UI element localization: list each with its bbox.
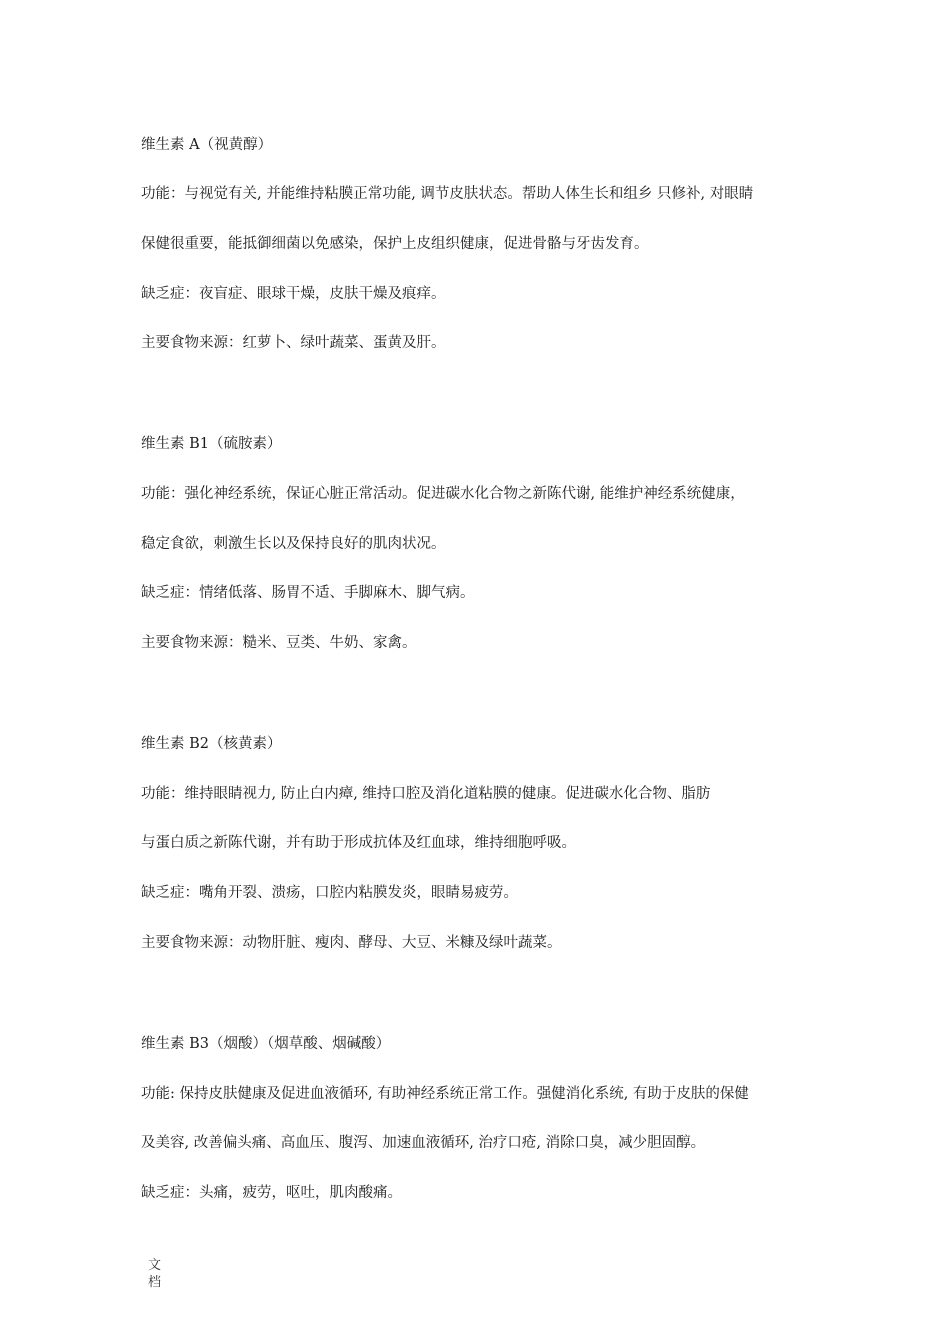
deficiency-line: 缺乏症：情绪低落、肠胃不适、手脚麻木、脚气病。 [141,585,475,601]
function-line: 功能：强化神经系统，保证心脏正常活动。促进碳水化合物之新陈代谢, 能维护神经系统健康， [141,486,745,502]
deficiency-line: 缺乏症：夜盲症、眼球干燥，皮肤干燥及痕痒。 [141,286,446,302]
section-title-vitamin-b1: 维生素 B1（硫胺素） [141,436,282,452]
function-line: 功能：维持眼睛视力, 防止白内瘴, 维持口腔及消化道粘膜的健康。促进碳水化合物、脂肪 [141,786,711,802]
section-title-vitamin-a: 维生素 A（视黄醇） [141,137,273,153]
section-title-vitamin-b2: 维生素 B2（核黄素） [141,736,282,752]
function-line: 保健很重要，能抵御细菌以免感染，保护上皮组织健康，促进骨骼与牙齿发育。 [141,236,649,252]
deficiency-line: 缺乏症：头痛，疲劳，呕吐，肌肉酸痛。 [141,1185,402,1201]
food-sources-line: 主要食物来源：糙米、豆类、牛奶、家禽。 [141,635,417,651]
section-title-vitamin-b3: 维生素 B3（烟酸）（烟草酸、烟碱酸） [141,1036,391,1052]
food-sources-line: 主要食物来源：红萝卜、绿叶蔬菜、蛋黄及肝。 [141,335,446,351]
footer-mark-char: 档 [148,1275,162,1290]
function-line: 稳定食欲，刺激生长以及保持良好的肌肉状况。 [141,536,446,552]
function-line: 与蛋白质之新陈代谢，并有助于形成抗体及红血球，维持细胞呼吸。 [141,835,576,851]
footer-document-mark [148,1257,164,1291]
function-line: 功能: 保持皮肤健康及促进血液循环, 有助神经系统正常工作。强健消化系统, 有助于皮肤的保健 [141,1086,749,1102]
function-line: 及美容, 改善偏头痛、高血压、腹泻、加速血液循环, 治疗口疮, 消除口臭，减少胆固醇。 [141,1135,706,1151]
function-line: 功能：与视觉有关, 并能维持粘膜正常功能, 调节皮肤状态。帮助人体生长和组乡 只修补, 对眼睛 [141,186,754,202]
footer-mark-char: 文 [148,1258,162,1273]
food-sources-line: 主要食物来源：动物肝脏、瘦肉、酵母、大豆、米糠及绿叶蔬菜。 [141,935,562,951]
deficiency-line: 缺乏症：嘴角开裂、溃疡，口腔内粘膜发炎，眼睛易疲劳。 [141,885,518,901]
